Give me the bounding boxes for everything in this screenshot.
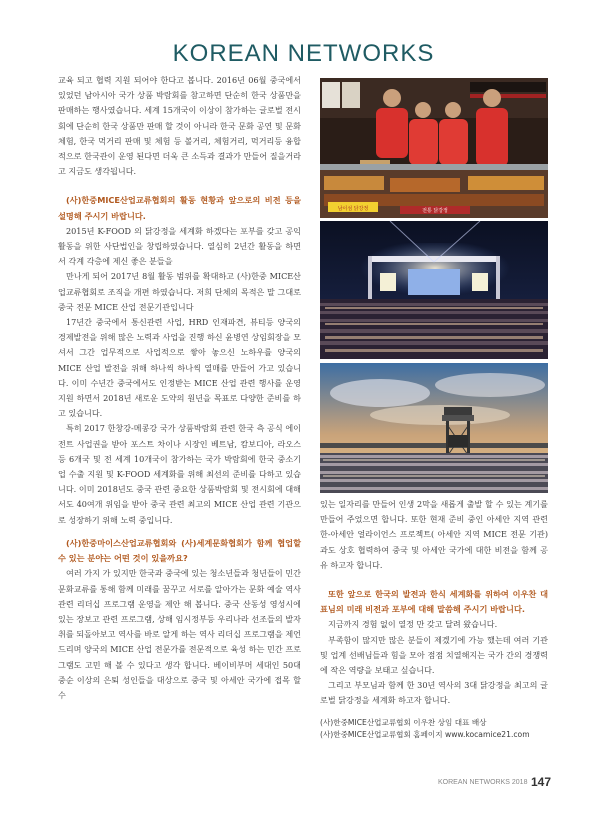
photo-food-stall-staff bbox=[320, 78, 548, 218]
left-column bbox=[58, 73, 301, 703]
paragraph: 지금까지 경험 없이 열정 만 갖고 달려 왔습니다. bbox=[328, 619, 498, 630]
homepage-line: (사)한중MICE산업교류협회 홈페이지 www.kocamice21.com bbox=[320, 729, 530, 739]
photo-banner-text: 전통 닭강정 bbox=[422, 208, 448, 214]
paragraph: 그리고 부모님과 함께 한 30년 역사의 3대 닭강정을 최고의 글로벌 닭강정을 세계화 하고자 합니다. bbox=[320, 680, 548, 706]
photo-sign-text: 남이섬 닭강정 bbox=[337, 206, 369, 212]
paragraph: 만나게 되어 2017년 8월 활동 범위를 확대하고 (사)한중 MICE산업교류협회로 조직을 개편 하였습니다. 저희 단체의 목적은 말 그대로 중국 전문 MICE 산업 전문기관입니다 bbox=[58, 271, 301, 312]
page-number: 147 bbox=[531, 775, 552, 789]
paragraph: 특히 2017 한창강-메콩강 국가 상품박람회 관련 한국 측 공식 에이전트 사업권을 받아 포스트 차이나 시장인 베트남, 캄보디아, 라오스등 6개국 및 전 세계 10개국이 참가하는 국가 박람회에 한국 중소기업 수출 지원 및 K-FOOD 세계화를 위해 최선의 준비를 다하고 있습니다. 이미 2018년도 중국 관련 중요한 상품박람회 및 전시회에 대해서도 40여개 위임을 받아 중국 관련 최고의 MICE 산업 관련 기관으로 성장하기 위해 노력 중입니다. bbox=[58, 423, 301, 525]
footer-label: KOREAN NETWORKS 2018 bbox=[438, 779, 528, 786]
paragraph: 있는 일자리를 만들어 인생 2막을 새롭게 출발 할 수 있는 계기를 만들어 주었으면 합니다. 또한 현재 준비 중인 아세안 지역 관련 한-아세안 얼라이언스 프로젝트( 아세안 지역 MICE 전문 기관) 과도 상호 협력하여 중국 및 아세안 국가에 대한 비전을 함께 공유 하고자 합니다. bbox=[320, 499, 548, 570]
page-masthead: KOREAN NETWORKS bbox=[172, 40, 435, 67]
interview-question: 또한 앞으로 한국의 발전과 한식 세계화를 위하여 이우찬 대표님의 미래 비전과 포부에 대해 말씀해 주시기 바랍니다. bbox=[320, 589, 548, 615]
paragraph: 2015년 K-FOOD 의 닭강정을 세계화 하겠다는 포부를 갖고 공익 활동을 위한 사단법인을 창립하였습니다. 열심히 2년간 활동을 하면서 각계 각층에 제신 좋은 분들을 bbox=[58, 225, 301, 267]
signature-line: (사)한중MICE산업교류협회 이우찬 상임 대표 배상 bbox=[320, 717, 487, 727]
festival-illustration bbox=[320, 363, 548, 493]
photo-festival-crowd bbox=[320, 363, 548, 493]
food-stall-illustration bbox=[320, 78, 548, 218]
interview-question: (사)한중MICE산업교류협회의 활동 현황과 앞으로의 비전 등을 설명해 주시기 바랍니다. bbox=[58, 195, 301, 221]
paragraph: 여러 가지 가 있지만 한국과 중국에 있는 청소년들과 청년들이 민간 문화교류를 통해 함께 미래를 꿈꾸고 서로를 알아가는 문화 예술 역사 관련 리더십 프로그램 운영을 제안 해 봅니다. 중국 산동성 영성시에 있는 장보고 관련 프로그램, 상해 임시정부등 우리나라 선조들의 발자취를 되돌아보고 역사를 바로 알게 하는 역사 리더십 프로그램을 제언 드리며 양국의 MICE 산업 전문가를 전문적으로 육성 하는 민간 프로그램도 고민 해 볼 수 있다고 생각 합니다. 베이비부머 세대인 50대 중순 이상의 은퇴 성인들을 대상으로 중국 및 아세안 국가에 접목 할 수 bbox=[58, 568, 301, 700]
paragraph: 부족함이 많지만 많은 분들이 제겠기에 가능 했는데 여러 기관 및 업계 선배님들과 힘을 모아 점점 치열해지는 국가 간의 경쟁력에 작은 역량을 보태고 싶습니다. bbox=[320, 634, 548, 676]
paragraph: 17년간 중국에서 통신관련 사업, HRD 인재파견, 뷰티등 양국의 경제발전을 위해 많은 노력과 사업을 진행 하신 윤병연 상임회장을 모셔서 그간 업무적으로 사업적으로 쌓아 놓으신 노하우를 양국의 MICE 산업 발전을 위해 하나씩 하나씩 열매를 만들어 가고 있습니다. 이미 수년간 중국에서도 인정받는 MICE 산업 관련 행사를 운영 지원 하면서 2018년 새로운 도약의 원년을 목표로 다양한 준비를 하고 있습니다. bbox=[58, 317, 301, 419]
concert-illustration bbox=[320, 221, 548, 359]
paragraph: 교육 되고 협력 지원 되어야 한다고 봅니다. 2016년 06월 중국에서 있었던 남아시아 국가 상품 박람회를 참고하면 단순히 한국 상품만을 판매하는 행사였습니다. 세계 15개국이 이상이 참가하는 글로벌 전시회에 단순히 한국 상품만 판매 할 것이 아니라 한국 문화 공연 및 문화 체험, 한국 먹거리 판매 및 체험 등 볼거리, 체험거리, 먹거리등 융합적으로 한국관이 운영 된다면 더욱 큰 소득과 결과가 만들어 질을거라고 지금도 생각됩니다. bbox=[58, 75, 301, 177]
right-column bbox=[320, 497, 548, 741]
interview-question: (사)한중마이스산업교류협회와 (사)세계문화협회가 함께 협업할 수 있는 분야는 어떤 것이 있을까요? bbox=[58, 537, 301, 564]
photo-concert-stage bbox=[320, 221, 548, 359]
